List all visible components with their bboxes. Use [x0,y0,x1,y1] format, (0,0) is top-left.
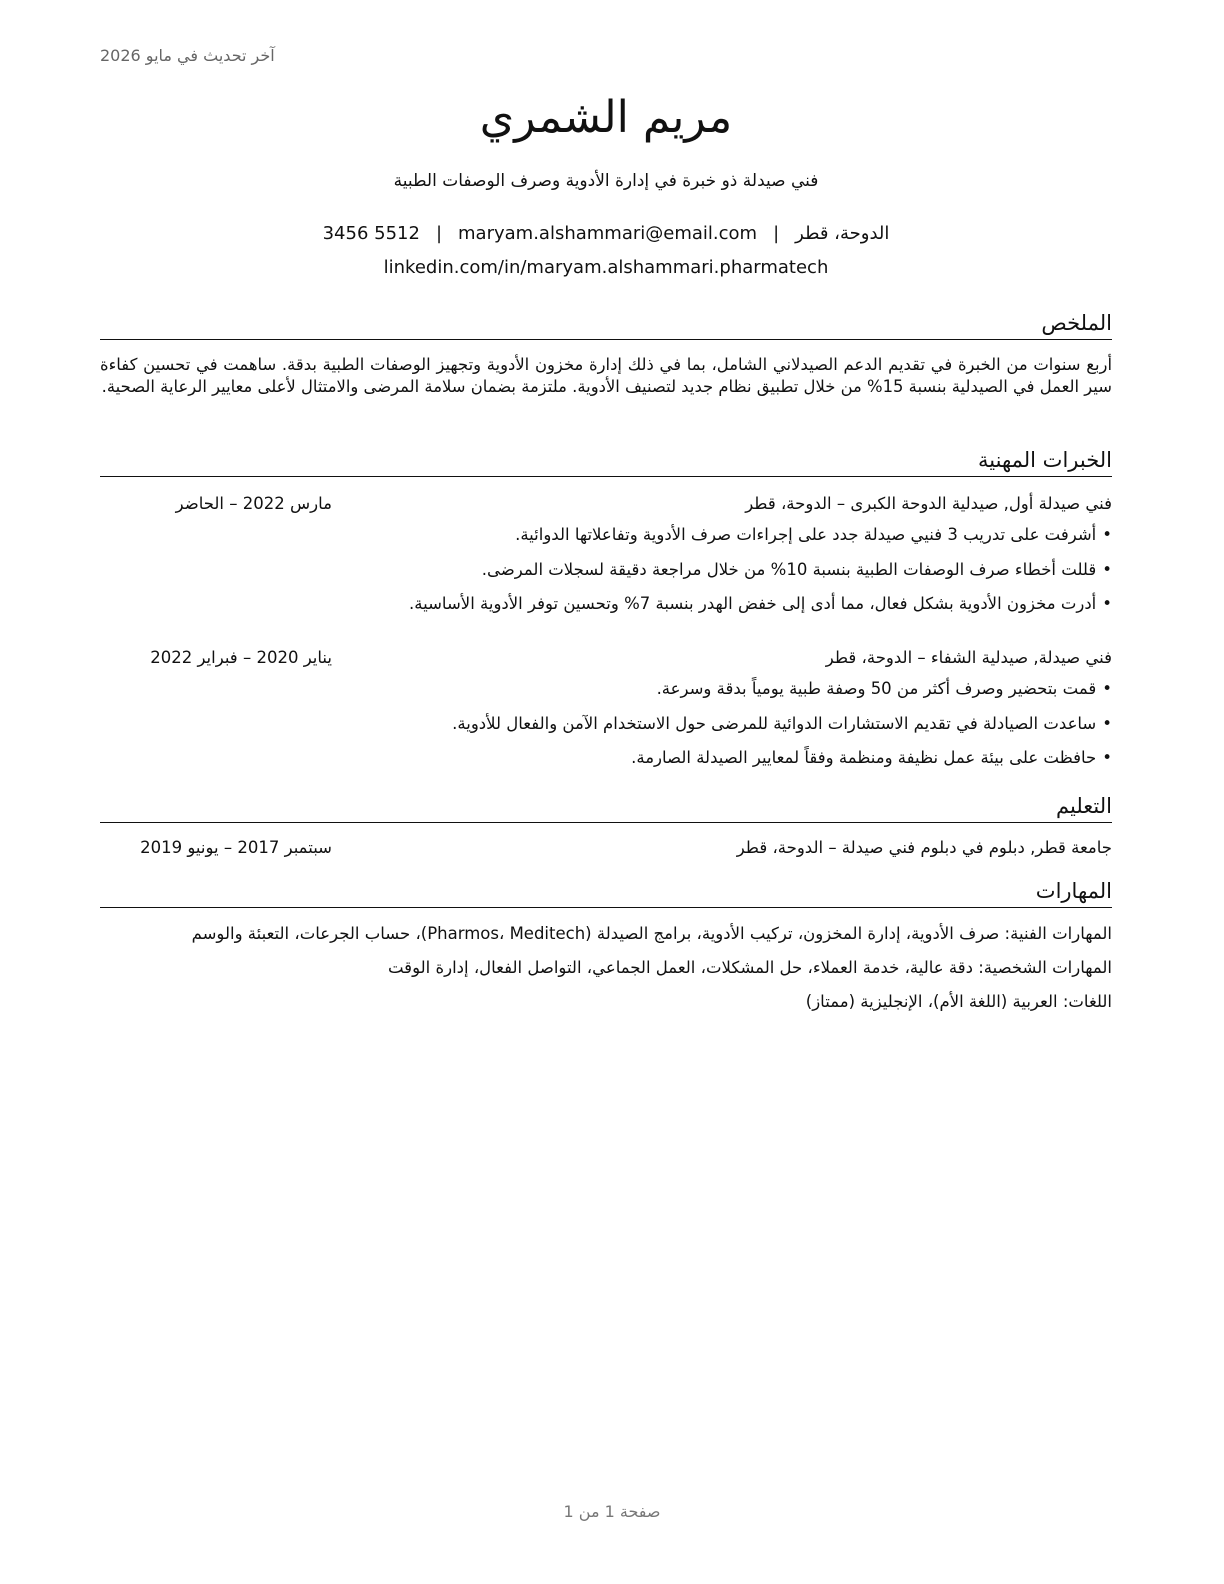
job-header [100,648,1112,672]
candidate-title: فني صيدلة ذو خبرة في إدارة الأدوية وصرف الوصفات الطبية [393,171,819,191]
last-updated: آخر تحديث في مايو 2026 [100,46,275,65]
job-bullet: •حافظت على بيئة عمل نظيفة ومنظمة وفقاً لمعايير الصيدلة الصارمة. [631,748,1112,767]
job-header [100,494,1112,518]
job-dates: يناير 2020 – فبراير 2022 [150,648,332,667]
job-bullet: •قللت أخطاء صرف الوصفات الطبية بنسبة 10% من خلال مراجعة دقيقة لسجلات المرضى. [481,560,1112,579]
location: الدوحة، قطر [795,223,890,244]
experience-heading: الخبرات المهنية [100,446,1112,477]
phone: 3456 5512 [322,223,420,244]
page-number: صفحة 1 من 1 [563,1502,661,1521]
job-dates: مارس 2022 – الحاضر [175,494,332,513]
contact-line [100,223,1112,244]
resume-page [100,0,1112,1584]
summary-text: أربع سنوات من الخبرة في تقديم الدعم الصيدلاني الشامل، بما في ذلك إدارة مخزون الأدوية وتجهيز الوصفات الطبية بدقة. ساهمت في تحسين كفاءة سير العمل في الصيدلية بنسبة 15% من خلال تطبيق نظام جديد لتصنيف الأدوية. ملتزمة بضمان سلامة المرضى والامتثال لأعلى معايير الرعاية الصحية. [100,355,1112,396]
job-bullet: •أدرت مخزون الأدوية بشكل فعال، مما أدى إلى خفض الهدر بنسبة 7% وتحسين توفر الأدوية الأساسية. [409,594,1112,613]
education-degree: جامعة قطر, دبلوم في دبلوم فني صيدلة – الدوحة، قطر [736,838,1112,857]
linkedin-link[interactable]: linkedin.com/in/maryam.alshammari.pharmatech [383,257,829,278]
summary-heading: الملخص [100,309,1112,340]
job-bullet: •ساعدت الصيادلة في تقديم الاستشارات الدوائية للمرضى حول الاستخدام الآمن والفعال للأدوية. [452,714,1112,733]
skills-soft: المهارات الشخصية: دقة عالية، خدمة العملاء، حل المشكلات، العمل الجماعي، التواصل الفعال، إدارة الوقت [387,958,1112,977]
skills-technical: المهارات الفنية: صرف الأدوية، إدارة المخزون، تركيب الأدوية، برامج الصيدلة (Pharmos، Meditech)، حساب الجرعات، التعبئة والوسم [191,924,1112,943]
job-bullet: •قمت بتحضير وصرف أكثر من 50 وصفة طبية يومياً بدقة وسرعة. [656,679,1112,698]
candidate-name: مريم الشمري [479,92,733,143]
education-entry [100,838,1112,862]
skills-languages: اللغات: العربية (اللغة الأم)، الإنجليزية (ممتاز) [805,992,1112,1011]
job-bullet: •أشرفت على تدريب 3 فنيي صيدلة جدد على إجراءات صرف الأدوية وتفاعلاتها الدوائية. [515,525,1112,544]
education-heading: التعليم [100,792,1112,823]
job-role: فني صيدلة, صيدلية الشفاء – الدوحة، قطر [825,648,1112,667]
skills-heading: المهارات [100,877,1112,908]
job-role: فني صيدلة أول, صيدلية الدوحة الكبرى – الدوحة، قطر [745,494,1112,513]
separator: | [773,223,780,244]
separator: | [435,223,443,244]
education-dates: سبتمبر 2017 – يونيو 2019 [140,838,332,857]
email-link[interactable]: maryam.alshammari@email.com [458,223,758,244]
